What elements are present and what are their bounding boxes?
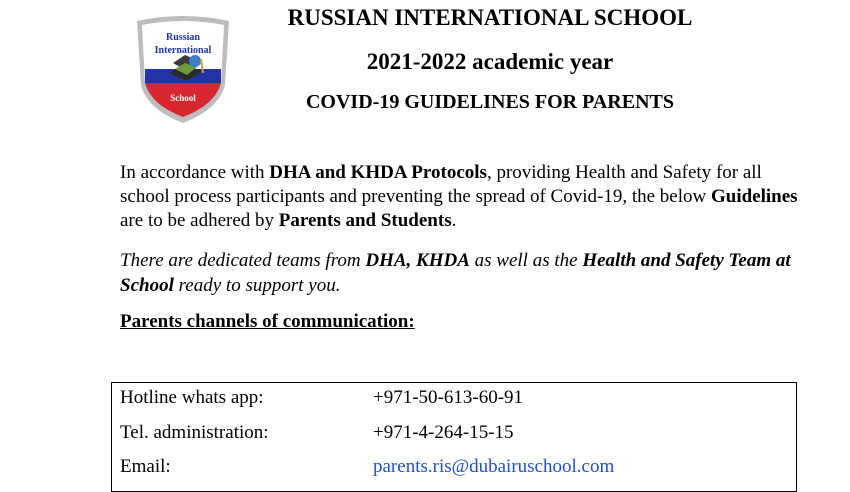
logo-line2: International	[154, 45, 212, 56]
support-paragraph	[120, 248, 800, 298]
school-name-heading: RUSSIAN INTERNATIONAL SCHOOL	[287, 5, 693, 30]
intro-bold-protocols: DHA and KHDA Protocols	[269, 162, 487, 183]
school-logo	[133, 13, 233, 125]
contact-table	[111, 382, 797, 492]
contact-label: Hotline whats app:	[120, 387, 264, 408]
contact-label: Tel. administration:	[120, 422, 269, 443]
intro-bold-parents: Parents and Students	[278, 210, 452, 231]
contact-row-hotline	[112, 384, 796, 414]
support-text-1: There are dedicated teams from	[120, 250, 366, 271]
contact-row-email	[112, 453, 796, 483]
logo-line3: School	[170, 93, 196, 103]
email-link[interactable]: parents.ris@dubairuschool.com	[373, 456, 615, 477]
contact-row-administration	[112, 419, 796, 449]
contact-value-administration: +971-4-264-15-15	[373, 422, 514, 443]
intro-bold-guidelines: Guidelines	[710, 186, 798, 207]
support-bold-dha-khda: DHA, KHDA	[365, 250, 470, 271]
intro-text-3: are to be adhered by	[120, 210, 279, 231]
logo-line1: Russian	[166, 32, 200, 43]
guidelines-title-heading: COVID-19 GUIDELINES FOR PARENTS	[305, 91, 674, 113]
contact-value-hotline: +971-50-613-60-91	[373, 387, 524, 408]
support-text-2: as well as the	[469, 250, 583, 271]
support-bold-team: Health and Safety Team at School	[120, 250, 791, 296]
school-crest-icon	[133, 13, 233, 125]
contact-label: Email:	[120, 456, 171, 477]
intro-text-4: .	[451, 210, 457, 231]
intro-paragraph	[120, 161, 800, 233]
support-text-3: ready to support you.	[173, 275, 341, 296]
intro-text-2: , providing Health and Safety for all school process participants and preventing the spread of Covid-19, the below	[120, 162, 762, 207]
channels-heading: Parents channels of communication:	[120, 311, 415, 332]
academic-year-heading: 2021-2022 academic year	[366, 49, 614, 74]
intro-text-1: In accordance with	[120, 162, 270, 183]
